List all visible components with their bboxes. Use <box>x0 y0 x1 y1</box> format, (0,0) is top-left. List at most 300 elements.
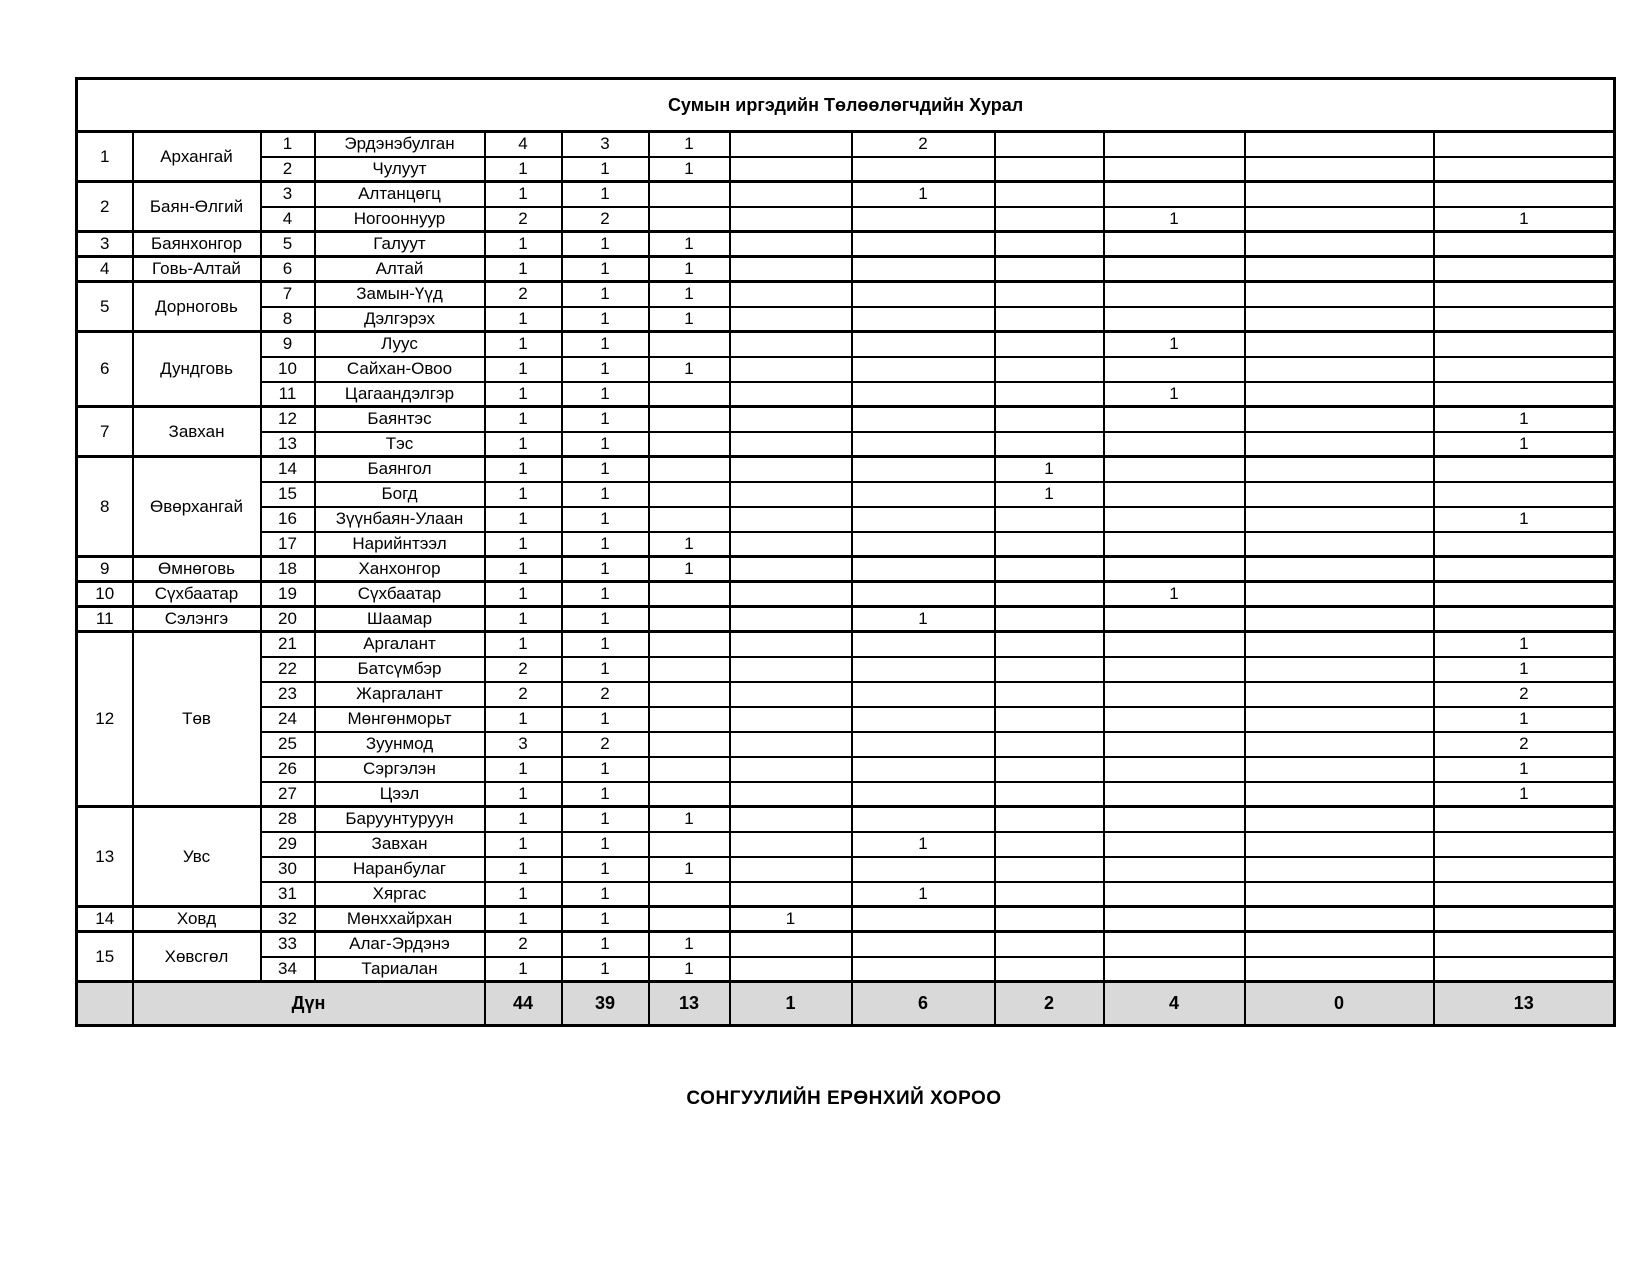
value-cell: 1 <box>485 307 562 332</box>
value-cell <box>995 857 1104 882</box>
value-cell <box>1245 457 1434 482</box>
value-cell <box>649 732 730 757</box>
sum-name-cell: Богд <box>315 482 485 507</box>
value-cell: 2 <box>485 282 562 307</box>
value-cell: 1 <box>1104 382 1245 407</box>
value-cell <box>1104 407 1245 432</box>
value-cell <box>730 682 852 707</box>
aimag-name-cell: Хөвсгөл <box>133 932 261 982</box>
aimag-number-cell: 9 <box>77 557 133 582</box>
value-cell: 1 <box>1434 632 1615 657</box>
value-cell: 1 <box>485 182 562 207</box>
value-cell <box>852 657 995 682</box>
sum-name-cell: Алаг-Эрдэнэ <box>315 932 485 957</box>
value-cell: 1 <box>485 532 562 557</box>
value-cell: 1 <box>562 657 649 682</box>
value-cell: 1 <box>562 432 649 457</box>
value-cell <box>1434 807 1615 832</box>
sum-name-cell: Мөнгөнморьт <box>315 707 485 732</box>
table-row <box>77 832 1615 857</box>
sum-name-cell: Эрдэнэбулган <box>315 132 485 157</box>
aimag-name-cell: Сэлэнгэ <box>133 607 261 632</box>
sum-name-cell: Завхан <box>315 832 485 857</box>
value-cell: 1 <box>485 782 562 807</box>
value-cell <box>730 582 852 607</box>
khural-table-wrap <box>75 77 1616 1027</box>
value-cell <box>730 232 852 257</box>
value-cell: 3 <box>562 132 649 157</box>
sum-name-cell: Ногооннуур <box>315 207 485 232</box>
value-cell <box>1245 207 1434 232</box>
sum-number-cell: 27 <box>261 782 315 807</box>
value-cell: 1 <box>485 882 562 907</box>
value-cell <box>1104 482 1245 507</box>
value-cell: 1 <box>485 482 562 507</box>
value-cell <box>1245 782 1434 807</box>
value-cell <box>1245 757 1434 782</box>
value-cell: 1 <box>485 707 562 732</box>
sum-number-cell: 15 <box>261 482 315 507</box>
sum-name-cell: Зуунмод <box>315 732 485 757</box>
value-cell <box>995 632 1104 657</box>
value-cell: 1 <box>485 382 562 407</box>
sum-number-cell: 14 <box>261 457 315 482</box>
value-cell: 1 <box>485 407 562 432</box>
value-cell <box>1104 282 1245 307</box>
value-cell: 1 <box>649 157 730 182</box>
value-cell <box>649 407 730 432</box>
table-row <box>77 257 1615 282</box>
value-cell <box>995 607 1104 632</box>
sum-number-cell: 30 <box>261 857 315 882</box>
value-cell <box>995 657 1104 682</box>
sum-name-cell: Ханхонгор <box>315 557 485 582</box>
value-cell <box>730 932 852 957</box>
value-cell: 1 <box>485 807 562 832</box>
sum-name-cell: Тариалан <box>315 957 485 982</box>
value-cell <box>995 732 1104 757</box>
aimag-name-cell: Сүхбаатар <box>133 582 261 607</box>
value-cell: 1 <box>730 907 852 932</box>
title-row <box>77 79 1615 132</box>
value-cell <box>730 957 852 982</box>
value-cell: 1 <box>485 557 562 582</box>
value-cell <box>649 907 730 932</box>
sum-number-cell: 6 <box>261 257 315 282</box>
value-cell <box>1245 632 1434 657</box>
sum-number-cell: 16 <box>261 507 315 532</box>
value-cell <box>852 307 995 332</box>
value-cell <box>649 682 730 707</box>
aimag-name-cell: Төв <box>133 632 261 807</box>
value-cell: 1 <box>562 182 649 207</box>
value-cell: 3 <box>485 732 562 757</box>
value-cell <box>995 907 1104 932</box>
aimag-name-cell: Өвөрхангай <box>133 457 261 557</box>
value-cell <box>649 457 730 482</box>
value-cell <box>1104 357 1245 382</box>
value-cell <box>1434 182 1615 207</box>
value-cell: 1 <box>995 482 1104 507</box>
value-cell <box>1104 882 1245 907</box>
value-cell: 1 <box>1434 657 1615 682</box>
sum-number-cell: 31 <box>261 882 315 907</box>
value-cell <box>730 382 852 407</box>
aimag-number-cell: 1 <box>77 132 133 182</box>
value-cell: 1 <box>562 707 649 732</box>
value-cell <box>1245 907 1434 932</box>
value-cell <box>730 282 852 307</box>
value-cell <box>852 282 995 307</box>
value-cell <box>730 132 852 157</box>
value-cell: 1 <box>485 957 562 982</box>
value-cell <box>1245 732 1434 757</box>
aimag-name-cell: Дундговь <box>133 332 261 407</box>
table-row <box>77 632 1615 657</box>
value-cell <box>1245 507 1434 532</box>
value-cell: 1 <box>562 507 649 532</box>
value-cell <box>1434 857 1615 882</box>
value-cell <box>995 557 1104 582</box>
value-cell <box>1245 332 1434 357</box>
value-cell <box>649 182 730 207</box>
table-row <box>77 482 1615 507</box>
table-row <box>77 807 1615 832</box>
value-cell: 1 <box>649 932 730 957</box>
sum-name-cell: Чулуут <box>315 157 485 182</box>
value-cell: 2 <box>562 732 649 757</box>
aimag-number-cell: 13 <box>77 807 133 907</box>
value-cell: 1 <box>562 357 649 382</box>
value-cell <box>1245 532 1434 557</box>
value-cell: 1 <box>1434 407 1615 432</box>
value-cell <box>1434 132 1615 157</box>
value-cell <box>1104 807 1245 832</box>
value-cell: 1 <box>562 257 649 282</box>
value-cell <box>730 257 852 282</box>
value-cell <box>1245 582 1434 607</box>
value-cell <box>995 357 1104 382</box>
value-cell <box>995 132 1104 157</box>
value-cell: 1 <box>485 332 562 357</box>
value-cell <box>995 382 1104 407</box>
sum-number-cell: 4 <box>261 207 315 232</box>
value-cell <box>730 157 852 182</box>
value-cell: 1 <box>1434 707 1615 732</box>
table-row <box>77 732 1615 757</box>
total-value-cell: 0 <box>1245 982 1434 1026</box>
value-cell: 1 <box>485 357 562 382</box>
aimag-number-cell: 11 <box>77 607 133 632</box>
aimag-number-cell: 14 <box>77 907 133 932</box>
value-cell <box>1245 882 1434 907</box>
table-row <box>77 232 1615 257</box>
total-value-cell: 6 <box>852 982 995 1026</box>
value-cell: 1 <box>1104 332 1245 357</box>
value-cell: 2 <box>1434 682 1615 707</box>
value-cell <box>1104 732 1245 757</box>
table-row <box>77 432 1615 457</box>
value-cell: 1 <box>562 932 649 957</box>
value-cell: 2 <box>485 207 562 232</box>
value-cell <box>852 207 995 232</box>
value-cell <box>1245 357 1434 382</box>
value-cell <box>1104 157 1245 182</box>
value-cell: 1 <box>649 232 730 257</box>
value-cell <box>1245 482 1434 507</box>
table-row <box>77 557 1615 582</box>
value-cell <box>852 432 995 457</box>
value-cell <box>730 457 852 482</box>
value-cell: 4 <box>485 132 562 157</box>
aimag-number-cell: 10 <box>77 582 133 607</box>
value-cell <box>852 457 995 482</box>
value-cell: 1 <box>562 907 649 932</box>
value-cell <box>995 782 1104 807</box>
value-cell <box>995 282 1104 307</box>
value-cell <box>730 332 852 357</box>
sum-name-cell: Галуут <box>315 232 485 257</box>
value-cell <box>730 357 852 382</box>
total-row-label: Дүн <box>133 982 485 1026</box>
value-cell <box>852 932 995 957</box>
sum-number-cell: 8 <box>261 307 315 332</box>
aimag-name-cell: Увс <box>133 807 261 907</box>
total-value-cell: 4 <box>1104 982 1245 1026</box>
value-cell <box>1434 557 1615 582</box>
value-cell <box>1434 482 1615 507</box>
value-cell: 1 <box>1434 432 1615 457</box>
sum-name-cell: Баянтэс <box>315 407 485 432</box>
value-cell <box>649 382 730 407</box>
value-cell <box>852 582 995 607</box>
sum-number-cell: 12 <box>261 407 315 432</box>
value-cell <box>1245 182 1434 207</box>
aimag-name-cell: Баянхонгор <box>133 232 261 257</box>
aimag-number-cell: 2 <box>77 182 133 232</box>
value-cell <box>1104 507 1245 532</box>
value-cell <box>1434 157 1615 182</box>
sum-number-cell: 34 <box>261 957 315 982</box>
sum-name-cell: Нарийнтээл <box>315 532 485 557</box>
value-cell: 1 <box>562 232 649 257</box>
aimag-number-cell: 8 <box>77 457 133 557</box>
value-cell: 2 <box>485 932 562 957</box>
value-cell <box>1245 607 1434 632</box>
value-cell <box>1104 607 1245 632</box>
total-value-cell: 39 <box>562 982 649 1026</box>
value-cell: 2 <box>562 207 649 232</box>
aimag-number-cell: 4 <box>77 257 133 282</box>
table-row <box>77 532 1615 557</box>
value-cell <box>1434 832 1615 857</box>
value-cell <box>730 657 852 682</box>
value-cell <box>1104 782 1245 807</box>
value-cell <box>1434 457 1615 482</box>
value-cell <box>1245 382 1434 407</box>
value-cell <box>1104 907 1245 932</box>
value-cell <box>1245 807 1434 832</box>
sum-number-cell: 19 <box>261 582 315 607</box>
table-row <box>77 207 1615 232</box>
value-cell: 1 <box>1104 582 1245 607</box>
sum-number-cell: 24 <box>261 707 315 732</box>
table-body <box>77 79 1615 1026</box>
value-cell <box>1104 707 1245 732</box>
table-row <box>77 282 1615 307</box>
value-cell <box>730 807 852 832</box>
sum-name-cell: Жаргалант <box>315 682 485 707</box>
value-cell <box>852 257 995 282</box>
value-cell: 1 <box>852 182 995 207</box>
value-cell: 2 <box>485 657 562 682</box>
sum-name-cell: Баруунтуруун <box>315 807 485 832</box>
value-cell <box>852 632 995 657</box>
total-value-cell: 2 <box>995 982 1104 1026</box>
value-cell: 1 <box>562 632 649 657</box>
aimag-name-cell: Ховд <box>133 907 261 932</box>
value-cell <box>995 757 1104 782</box>
aimag-name-cell: Говь-Алтай <box>133 257 261 282</box>
value-cell <box>730 782 852 807</box>
value-cell: 1 <box>562 407 649 432</box>
value-cell <box>649 482 730 507</box>
value-cell: 1 <box>562 482 649 507</box>
value-cell <box>995 882 1104 907</box>
value-cell <box>852 807 995 832</box>
sum-number-cell: 3 <box>261 182 315 207</box>
value-cell: 1 <box>1104 207 1245 232</box>
total-row-corner-cell <box>77 982 133 1026</box>
value-cell: 1 <box>649 532 730 557</box>
value-cell <box>852 757 995 782</box>
value-cell <box>995 232 1104 257</box>
value-cell <box>1245 857 1434 882</box>
value-cell <box>852 382 995 407</box>
aimag-name-cell: Завхан <box>133 407 261 457</box>
value-cell <box>1104 957 1245 982</box>
value-cell: 1 <box>562 782 649 807</box>
table-row <box>77 657 1615 682</box>
value-cell <box>1434 332 1615 357</box>
table-row <box>77 307 1615 332</box>
aimag-number-cell: 7 <box>77 407 133 457</box>
aimag-name-cell: Архангай <box>133 132 261 182</box>
value-cell <box>649 507 730 532</box>
sum-number-cell: 32 <box>261 907 315 932</box>
aimag-number-cell: 3 <box>77 232 133 257</box>
value-cell: 1 <box>485 832 562 857</box>
value-cell: 1 <box>562 157 649 182</box>
value-cell <box>1104 432 1245 457</box>
value-cell <box>1104 257 1245 282</box>
value-cell <box>1434 957 1615 982</box>
value-cell <box>852 332 995 357</box>
sum-number-cell: 10 <box>261 357 315 382</box>
value-cell <box>852 857 995 882</box>
sum-name-cell: Зүүнбаян-Улаан <box>315 507 485 532</box>
value-cell <box>1434 232 1615 257</box>
value-cell: 1 <box>562 307 649 332</box>
table-row <box>77 182 1615 207</box>
value-cell: 1 <box>485 607 562 632</box>
sum-name-cell: Хяргас <box>315 882 485 907</box>
total-value-cell: 13 <box>649 982 730 1026</box>
sum-name-cell: Сүхбаатар <box>315 582 485 607</box>
khural-table <box>75 77 1616 1027</box>
value-cell <box>1245 682 1434 707</box>
value-cell <box>649 632 730 657</box>
value-cell <box>852 407 995 432</box>
value-cell: 2 <box>1434 732 1615 757</box>
table-row <box>77 132 1615 157</box>
value-cell: 1 <box>649 132 730 157</box>
sum-name-cell: Сэргэлэн <box>315 757 485 782</box>
value-cell <box>1245 257 1434 282</box>
value-cell: 1 <box>562 832 649 857</box>
value-cell <box>1434 882 1615 907</box>
value-cell <box>852 907 995 932</box>
value-cell <box>730 432 852 457</box>
table-row <box>77 582 1615 607</box>
value-cell <box>852 507 995 532</box>
sum-name-cell: Дэлгэрэх <box>315 307 485 332</box>
value-cell <box>730 507 852 532</box>
value-cell: 2 <box>562 682 649 707</box>
value-cell: 1 <box>562 382 649 407</box>
value-cell <box>730 557 852 582</box>
sum-name-cell: Замын-Үүд <box>315 282 485 307</box>
value-cell <box>730 832 852 857</box>
value-cell: 1 <box>1434 757 1615 782</box>
value-cell: 1 <box>485 582 562 607</box>
sum-number-cell: 28 <box>261 807 315 832</box>
value-cell <box>649 782 730 807</box>
value-cell <box>649 757 730 782</box>
value-cell <box>730 407 852 432</box>
value-cell <box>995 957 1104 982</box>
bottom-title: СОНГУУЛИЙН ЕРӨНХИЙ ХОРОО <box>686 1088 1002 1109</box>
value-cell: 1 <box>649 357 730 382</box>
value-cell <box>1434 257 1615 282</box>
value-cell: 1 <box>485 907 562 932</box>
value-cell <box>1434 357 1615 382</box>
table-row <box>77 757 1615 782</box>
value-cell: 1 <box>649 257 730 282</box>
value-cell: 1 <box>485 232 562 257</box>
sum-number-cell: 26 <box>261 757 315 782</box>
value-cell <box>1104 182 1245 207</box>
value-cell <box>852 157 995 182</box>
value-cell <box>852 957 995 982</box>
value-cell <box>649 607 730 632</box>
value-cell <box>1245 132 1434 157</box>
sum-number-cell: 23 <box>261 682 315 707</box>
value-cell <box>730 207 852 232</box>
value-cell <box>649 882 730 907</box>
table-row <box>77 157 1615 182</box>
value-cell <box>852 532 995 557</box>
table-row <box>77 957 1615 982</box>
value-cell: 1 <box>562 857 649 882</box>
sum-number-cell: 11 <box>261 382 315 407</box>
sum-number-cell: 2 <box>261 157 315 182</box>
sum-number-cell: 22 <box>261 657 315 682</box>
value-cell <box>649 432 730 457</box>
value-cell <box>852 707 995 732</box>
value-cell <box>1104 307 1245 332</box>
page-title: Сумын иргэдийн Төлөөлөгчдийн Хурал <box>77 79 1615 132</box>
